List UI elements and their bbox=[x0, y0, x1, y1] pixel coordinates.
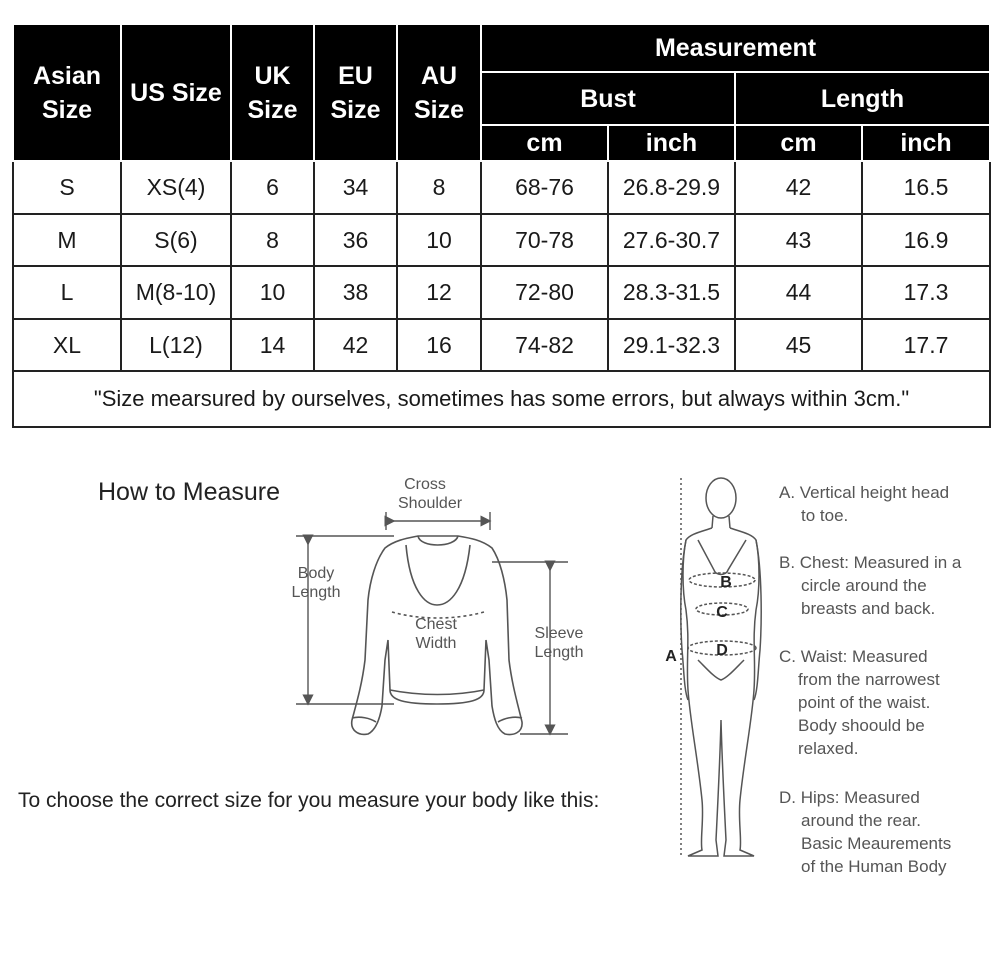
how-to-measure-title: How to Measure bbox=[98, 478, 281, 506]
header-length-inch: inch bbox=[862, 125, 990, 161]
cell-eu-size: 34 bbox=[314, 161, 397, 214]
cell-length-cm: 43 bbox=[735, 214, 862, 267]
body-length-label-line1: Body bbox=[297, 565, 335, 582]
legend-c-line4: Body shoould be bbox=[798, 716, 925, 735]
cell-eu-size: 36 bbox=[314, 214, 397, 267]
cell-length-inch: 16.5 bbox=[862, 161, 990, 214]
legend-d-line1: D. Hips: Measured bbox=[779, 788, 920, 807]
cell-asian-size: M bbox=[13, 214, 121, 267]
cell-length-cm: 44 bbox=[735, 266, 862, 319]
cell-uk-size: 10 bbox=[231, 266, 314, 319]
legend-b bbox=[779, 551, 994, 620]
legend-a bbox=[779, 481, 994, 527]
cell-asian-size: S bbox=[13, 161, 121, 214]
legend-d bbox=[779, 786, 994, 878]
measure-instruction: To choose the correct size for you measure your body like this: bbox=[18, 789, 600, 812]
cell-uk-size: 14 bbox=[231, 319, 314, 372]
legend-b-line3: breasts and back. bbox=[801, 599, 936, 618]
cell-length-cm: 42 bbox=[735, 161, 862, 214]
cell-us-size: L(12) bbox=[121, 319, 231, 372]
cell-bust-cm: 68-76 bbox=[481, 161, 608, 214]
cross-shoulder-label bbox=[398, 475, 463, 513]
sleeve-length-label bbox=[526, 624, 592, 662]
header-bust-cm: cm bbox=[481, 125, 608, 161]
cell-us-size: XS(4) bbox=[121, 161, 231, 214]
cell-bust-inch: 29.1-32.3 bbox=[608, 319, 735, 372]
legend-d-line4: of the Human Body bbox=[801, 857, 947, 876]
header-length: Length bbox=[735, 72, 990, 125]
header-measurement: Measurement bbox=[481, 24, 990, 72]
chest-width-label-line2: Width bbox=[415, 635, 457, 652]
cell-au-size: 10 bbox=[397, 214, 481, 267]
cell-au-size: 16 bbox=[397, 319, 481, 372]
marker-b: B bbox=[720, 574, 732, 591]
header-uk-size: UK Size bbox=[231, 24, 314, 161]
header-bust-inch: inch bbox=[608, 125, 735, 161]
legend-c bbox=[779, 645, 994, 760]
cell-us-size: M(8-10) bbox=[121, 266, 231, 319]
cell-au-size: 12 bbox=[397, 266, 481, 319]
cell-uk-size: 8 bbox=[231, 214, 314, 267]
cell-length-inch: 17.7 bbox=[862, 319, 990, 372]
header-au-size: AU Size bbox=[397, 24, 481, 161]
cell-length-inch: 17.3 bbox=[862, 266, 990, 319]
legend-d-line3: Basic Meaurements bbox=[801, 834, 952, 853]
cell-asian-size: XL bbox=[13, 319, 121, 372]
marker-c: C bbox=[716, 604, 728, 621]
size-disclaimer-note: "Size mearsured by ourselves, sometimes has some errors, but always within 3cm." bbox=[13, 371, 990, 427]
header-length-cm: cm bbox=[735, 125, 862, 161]
header-us-size: US Size bbox=[121, 24, 231, 161]
legend-b-line2: circle around the bbox=[801, 576, 927, 595]
body-length-label bbox=[283, 564, 349, 602]
cell-uk-size: 6 bbox=[231, 161, 314, 214]
legend-c-line1: C. Waist: Measured bbox=[779, 647, 928, 666]
cell-us-size: S(6) bbox=[121, 214, 231, 267]
header-bust: Bust bbox=[481, 72, 735, 125]
sleeve-length-label-line2: Length bbox=[534, 644, 584, 661]
cell-bust-inch: 26.8-29.9 bbox=[608, 161, 735, 214]
cell-bust-inch: 28.3-31.5 bbox=[608, 266, 735, 319]
legend-a-line1: A. Vertical height head bbox=[779, 483, 950, 502]
legend-c-line5: relaxed. bbox=[798, 739, 859, 758]
cell-asian-size: L bbox=[13, 266, 121, 319]
marker-a: A bbox=[665, 648, 677, 665]
legend-b-line1: B. Chest: Measured in a bbox=[779, 553, 962, 572]
cell-au-size: 8 bbox=[397, 161, 481, 214]
cell-eu-size: 42 bbox=[314, 319, 397, 372]
legend-a-line2: to toe. bbox=[801, 506, 849, 525]
body-markers bbox=[665, 574, 732, 665]
cell-length-cm: 45 bbox=[735, 319, 862, 372]
cell-bust-cm: 74-82 bbox=[481, 319, 608, 372]
cell-length-inch: 16.9 bbox=[862, 214, 990, 267]
cross-shoulder-label-line1: Cross bbox=[404, 476, 446, 493]
cross-shoulder-label-line2: Shoulder bbox=[398, 495, 463, 512]
header-eu-size: EU Size bbox=[314, 24, 397, 161]
chest-width-label bbox=[405, 615, 467, 653]
body-length-label-line2: Length bbox=[291, 584, 341, 601]
sleeve-length-label-line1: Sleeve bbox=[534, 625, 584, 642]
cell-bust-inch: 27.6-30.7 bbox=[608, 214, 735, 267]
cell-bust-cm: 72-80 bbox=[481, 266, 608, 319]
body-figure bbox=[681, 478, 761, 856]
header-asian-size: Asian Size bbox=[13, 24, 121, 161]
cell-eu-size: 38 bbox=[314, 266, 397, 319]
legend-d-line2: around the rear. bbox=[801, 811, 922, 830]
marker-d: D bbox=[716, 642, 728, 659]
chest-width-label-line1: Chest bbox=[415, 616, 457, 633]
legend-c-line2: from the narrowest bbox=[798, 670, 940, 689]
legend-c-line3: point of the waist. bbox=[798, 693, 931, 712]
cell-bust-cm: 70-78 bbox=[481, 214, 608, 267]
